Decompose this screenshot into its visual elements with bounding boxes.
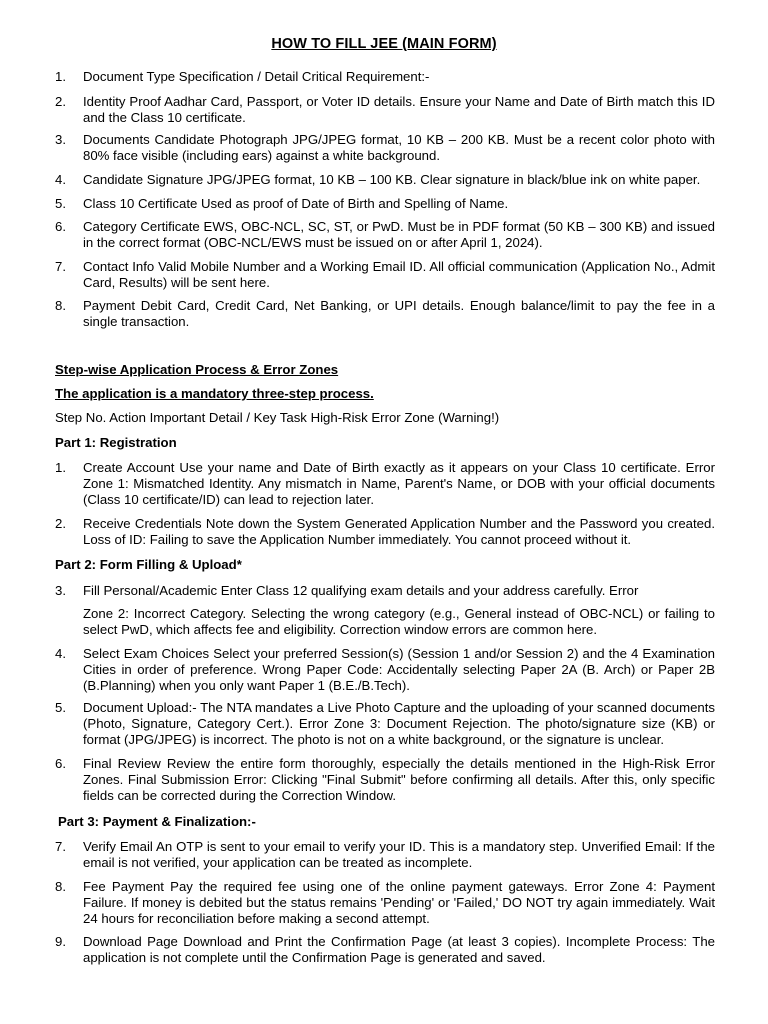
item-number: 6. — [55, 219, 66, 234]
item-text: Identity Proof Aadhar Card, Passport, or Voter ID details. Ensure your Name and Date of Birth match this ID and the Class 10 certificate. — [83, 94, 715, 125]
step-number: 4. — [55, 646, 66, 661]
step-text: Fill Personal/Academic Enter Class 12 qualifying exam details and your address carefully. Error — [83, 583, 639, 598]
step-continuation-text: Zone 2: Incorrect Category. Selecting the wrong category (e.g., General instead of OBC-NCL) or failing to select PwD, which affects fee and eligibility. Correction window errors are common here. — [83, 606, 715, 637]
section-heading: Step-wise Application Process & Error Zones — [55, 362, 339, 377]
item-number: 8. — [55, 298, 66, 313]
step-number: 1. — [55, 460, 66, 475]
step-number: 6. — [55, 756, 66, 771]
item-number: 5. — [55, 196, 66, 211]
step-text: Create Account Use your name and Date of Birth exactly as it appears on your Class 10 certificate. Error Zone 1: Mismatched Identity. Any mismatch in Name, Parent's Name, or DOB with your official documents (Class 10 certificate/ID) can lead to rejection later. — [83, 460, 715, 507]
step-number: 2. — [55, 516, 66, 531]
part3-heading: Part 3: Payment & Finalization:- — [58, 814, 256, 829]
item-number: 1. — [55, 69, 66, 84]
section-subheading: The application is a mandatory three-step process. — [55, 386, 374, 401]
step-number: 3. — [55, 583, 66, 598]
item-text: Contact Info Valid Mobile Number and a Working Email ID. All official communication (Application No., Admit Card, Results) will be sent here. — [83, 259, 715, 290]
step-number: 7. — [55, 839, 66, 854]
step-text: Download Page Download and Print the Confirmation Page (at least 3 copies). Incomplete Process: The application is not complete until the Confirmation Page is generated and saved. — [83, 934, 715, 965]
step-number: 5. — [55, 700, 66, 715]
item-text: Category Certificate EWS, OBC-NCL, SC, ST, or PwD. Must be in PDF format (50 KB – 300 KB) and issued in the correct format (OBC-NCL/EWS must be issued on or after April 1, 2024). — [83, 219, 715, 250]
item-number: 2. — [55, 94, 66, 109]
item-number: 7. — [55, 259, 66, 274]
part2-heading: Part 2: Form Filling & Upload* — [55, 557, 242, 572]
item-text: Class 10 Certificate Used as proof of Date of Birth and Spelling of Name. — [83, 196, 509, 211]
step-text: Select Exam Choices Select your preferred Session(s) (Session 1 and/or Session 2) and the 4 Examination Cities in order of preference. Wrong Paper Code: Accidentally selecting Paper 2A (B. Arch) or Paper 2B (B.Planning) when you only want Paper 1 (B.E./B.Tech). — [83, 646, 715, 693]
step-text: Document Upload:- The NTA mandates a Live Photo Capture and the uploading of your scanned documents (Photo, Signature, Category Cert.). Error Zone 3: Document Rejection. The photo/signature size (KB) or format (JPG/JPEG) is incorrect. The photo is not on a white background, or the signature is unclear. — [83, 700, 715, 747]
step-number: 9. — [55, 934, 66, 949]
step-text: Final Review Review the entire form thoroughly, especially the details mentioned in the High-Risk Error Zones. Final Submission Error: Clicking "Final Submit" before confirming all details. After this, only specific fields can be corrected during the Correction Window. — [83, 756, 715, 803]
table-header-text: Step No. Action Important Detail / Key Task High-Risk Error Zone (Warning!) — [55, 410, 500, 425]
step-text: Receive Credentials Note down the System Generated Application Number and the Password you created. Loss of ID: Failing to save the Application Number immediately. You cannot proceed without it. — [83, 516, 715, 547]
item-text: Document Type Specification / Detail Critical Requirement:- — [83, 69, 430, 84]
item-text: Candidate Signature JPG/JPEG format, 10 KB – 100 KB. Clear signature in black/blue ink on white paper. — [83, 172, 701, 187]
part1-heading: Part 1: Registration — [55, 435, 177, 450]
item-number: 4. — [55, 172, 66, 187]
step-number: 8. — [55, 879, 66, 894]
item-number: 3. — [55, 132, 66, 147]
step-text: Fee Payment Pay the required fee using one of the online payment gateways. Error Zone 4: Payment Failure. If money is debited but the status remains 'Pending' or 'Failed,' DO NOT try again immediately. Wait 24 hours for reconciliation before making a second attempt. — [83, 879, 715, 926]
step-text: Verify Email An OTP is sent to your email to verify your ID. This is a mandatory step. Unverified Email: If the email is not verified, your application can be treated as incomplete. — [83, 839, 715, 870]
item-text: Documents Candidate Photograph JPG/JPEG format, 10 KB – 200 KB. Must be a recent color photo with 80% face visible (including ears) against a white background. — [83, 132, 715, 163]
item-text: Payment Debit Card, Credit Card, Net Banking, or UPI details. Enough balance/limit to pay the fee in a single transaction. — [83, 298, 715, 329]
page-title: HOW TO FILL JEE (MAIN FORM) — [271, 36, 497, 52]
